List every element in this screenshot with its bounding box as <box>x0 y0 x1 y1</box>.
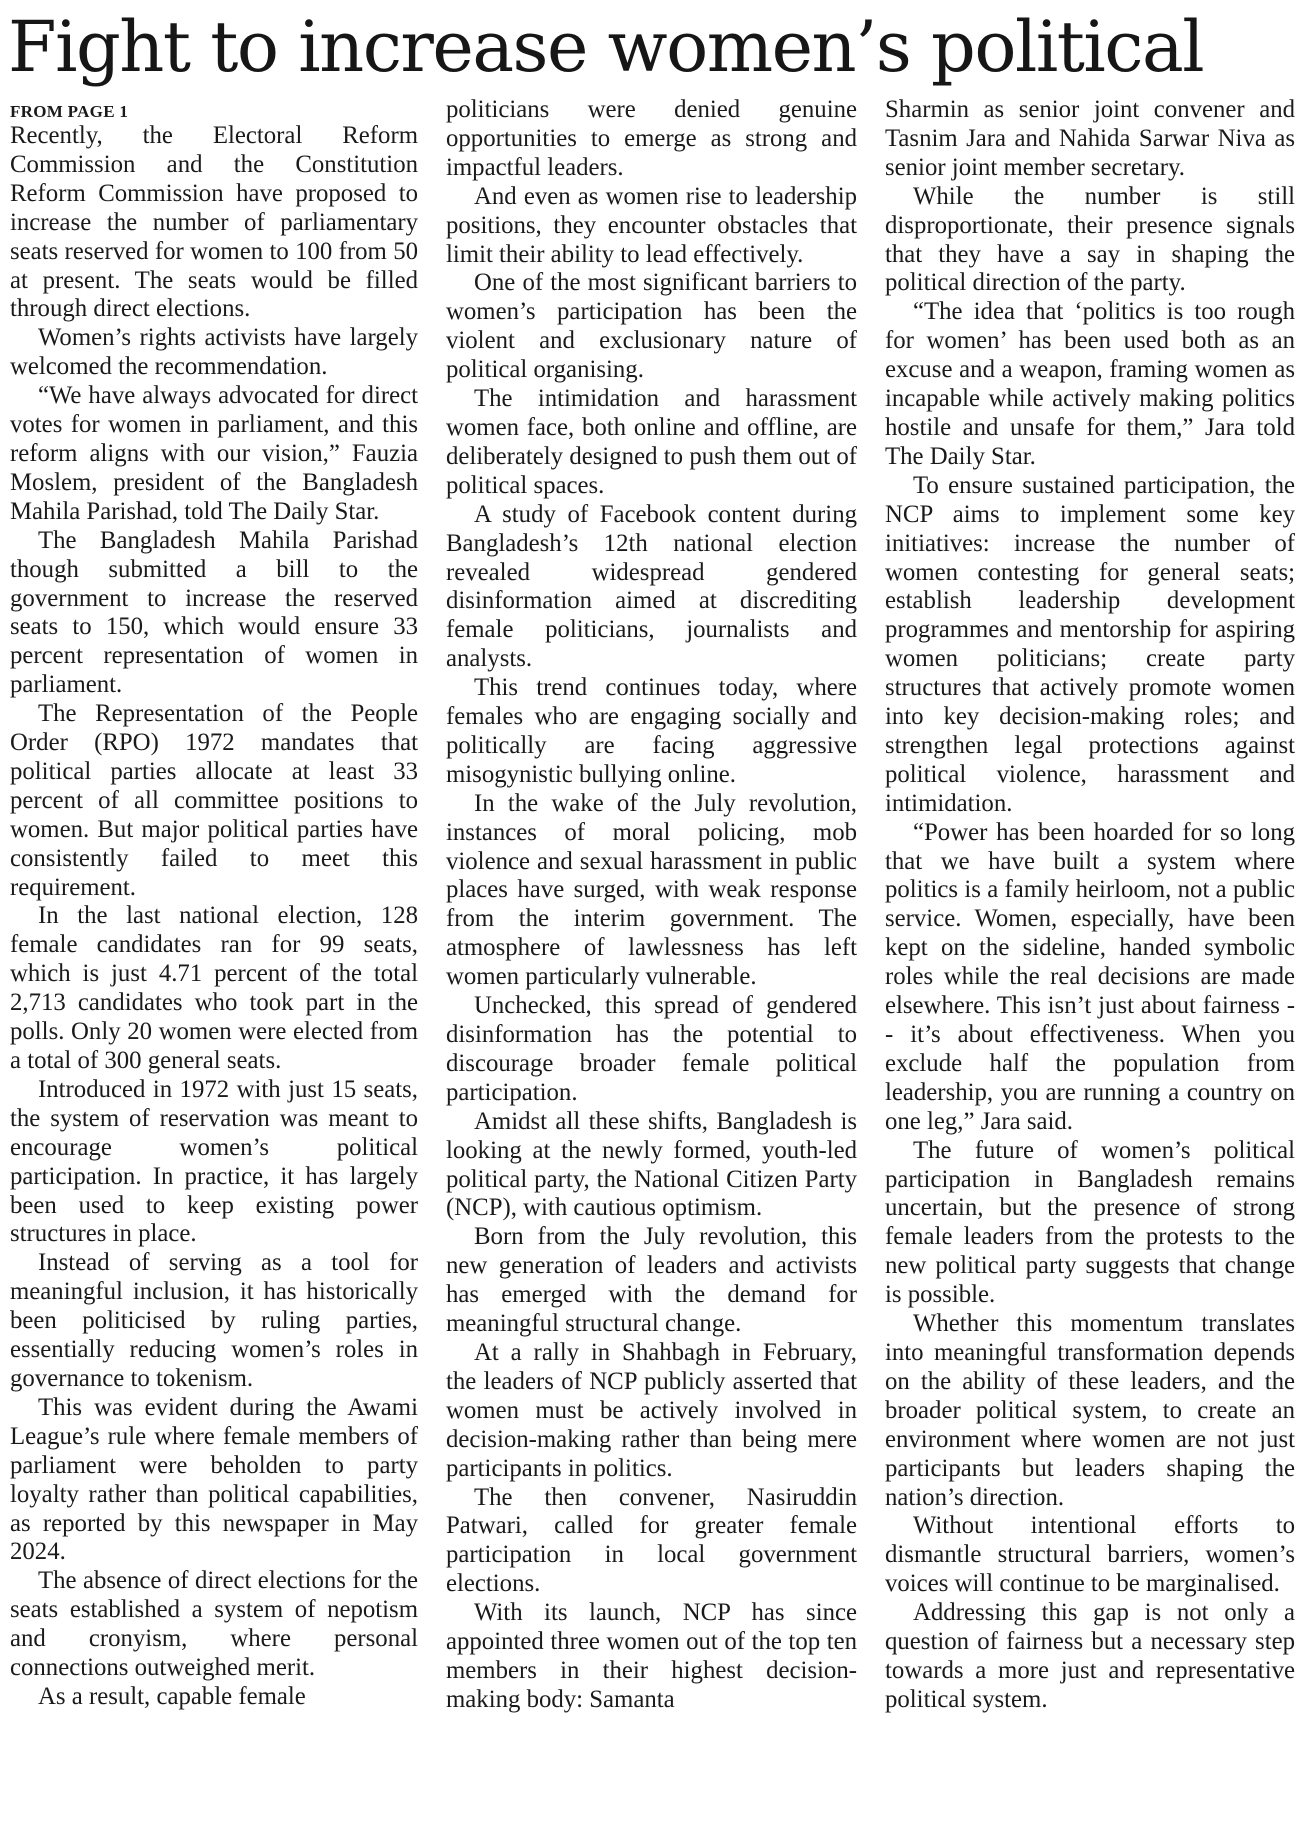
paragraph: Amidst all these shifts, Bangladesh is looking at the newly formed, youth-led political party, the National Citizen Party (NCP), with cautious optimism. <box>446 1107 857 1222</box>
paragraph: “We have always advocated for direct votes for women in parliament, and this reform aligns with our vision,” Fauzia Moslem, president of the Bangladesh Mahila Parishad, told The Daily Star. <box>10 382 418 525</box>
paragraph: This trend continues today, where females who are engaging socially and politically are facing aggressive misogynistic bullying online. <box>446 674 857 788</box>
paragraph: A study of Facebook content during Bangladesh’s 12th national election revealed widespread gendered disinformation aimed at discrediting female politicians, journalists and analysts. <box>446 500 857 673</box>
paragraph: In the last national election, 128 female candidates ran for 99 seats, which is just 4.71 percent of the total 2,713 candidates who took part in the polls. Only 20 women were elected from a total of 300 general seats. <box>10 902 418 1074</box>
paragraph: At a rally in Shahbagh in February, the leaders of NCP publicly asserted that women must be actively involved in decision-making rather than being mere participants in politics. <box>446 1338 857 1482</box>
paragraph: Recently, the Electoral Reform Commission and the Constitution Reform Commission have proposed to increase the number of parliamentary seats reserved for women to 100 from 50 at present. The seats would be filled through direct elections. <box>10 122 418 323</box>
paragraph: The Bangladesh Mahila Parishad though submitted a bill to the government to increase the reserved seats to 150, which would ensure 33 percent representation of women in parliament. <box>10 526 418 699</box>
paragraph: “Power has been hoarded for so long that we have built a system where politics is a family heirloom, not a public service. Women, especially, have been kept on the sideline, handed symbolic roles while the real decisions are made elsewhere. This isn’t just about fairness -- it’s about effectiveness. When you exclude half the population from leadership, you are running a country on one leg,” Jara said. <box>885 818 1295 1135</box>
paragraph: The intimidation and harassment women face, both online and offline, are deliberately designed to push them out of political spaces. <box>446 385 857 499</box>
paragraph: In the wake of the July revolution, instances of moral policing, mob violence and sexual harassment in public places have surged, with weak response from the interim government. The atmosphere of lawlessness has left women particularly vulnerable. <box>446 789 857 991</box>
paragraph: politicians were denied genuine opportunities to emerge as strong and impactful leaders. <box>446 96 857 181</box>
paragraph: Born from the July revolution, this new generation of leaders and activists has emerged with the demand for meaningful structural change. <box>446 1223 857 1338</box>
paragraph: While the number is still disproportionate, their presence signals that they have a say in shaping the political direction of the party. <box>885 182 1295 297</box>
paragraph: The absence of direct elections for the seats established a system of nepotism and cronyism, where personal connections outweighed merit. <box>10 1567 418 1682</box>
paragraph: Sharmin as senior joint convener and Tasnim Jara and Nahida Sarwar Niva as senior joint member secretary. <box>885 96 1295 181</box>
paragraph: The Representation of the People Order (RPO) 1972 mandates that political parties allocate at least 33 percent of all committee positions to women. But major political parties have consistently failed to meet this requirement. <box>10 700 418 901</box>
headline: Fight to increase women’s political <box>8 6 1204 88</box>
continued-from-label: FROM PAGE 1 <box>10 102 129 121</box>
paragraph: “The idea that ‘politics is too rough for women’ has been used both as an excuse and a weapon, framing women as incapable while actively making politics hostile and unsafe for them,” Jara told The Daily Star. <box>885 298 1295 470</box>
paragraph: This was evident during the Awami League’s rule where female members of parliament were beholden to party loyalty rather than political capabilities, as reported by this newspaper in May 2024. <box>10 1393 418 1566</box>
paragraph: The future of women’s political participation in Bangladesh remains uncertain, but the presence of strong female leaders from the protests to the new political party suggests that change is possible. <box>885 1136 1295 1309</box>
paragraph: Introduced in 1972 with just 15 seats, the system of reservation was meant to encourage women’s political participation. In practice, it has largely been used to keep existing power structures in place. <box>10 1075 418 1248</box>
paragraph: Women’s rights activists have largely welcomed the recommendation. <box>10 324 418 381</box>
article-column-3 <box>885 96 1295 1715</box>
paragraph: And even as women rise to leadership positions, they encounter obstacles that limit their ability to lead effectively. <box>446 182 857 268</box>
paragraph: Unchecked, this spread of gendered disinformation has the potential to discourage broader female political participation. <box>446 992 857 1106</box>
paragraph: Addressing this gap is not only a question of fairness but a necessary step towards a more just and representative political system. <box>885 1599 1295 1713</box>
article-column-1 <box>10 122 418 1712</box>
paragraph: One of the most significant barriers to women’s participation has been the violent and exclusionary nature of political organising. <box>446 269 857 384</box>
paragraph: Instead of serving as a tool for meaningful inclusion, it has historically been politicised by ruling parties, essentially reducing women’s roles in governance to tokenism. <box>10 1249 418 1392</box>
paragraph: Whether this momentum translates into meaningful transformation depends on the ability of these leaders, and the broader political system, to create an environment where women are not just participants but leaders shaping the nation’s direction. <box>885 1310 1295 1511</box>
paragraph: As a result, capable female <box>38 1682 306 1710</box>
article-column-2 <box>446 96 857 1715</box>
paragraph: The then convener, Nasiruddin Patwari, called for greater female participation in local government elections. <box>446 1483 857 1598</box>
paragraph: Without intentional efforts to dismantle structural barriers, women’s voices will continue to be marginalised. <box>885 1512 1295 1598</box>
paragraph: To ensure sustained participation, the NCP aims to implement some key initiatives: increase the number of women contesting for general seats; establish leadership development programmes and mentorship for aspiring women politicians; create party structures that actively promote women into key decision-making roles; and strengthen legal protections against political violence, harassment and intimidation. <box>885 471 1295 817</box>
paragraph: With its launch, NCP has since appointed three women out of the top ten members in their highest decision-making body: Samanta <box>446 1599 857 1713</box>
